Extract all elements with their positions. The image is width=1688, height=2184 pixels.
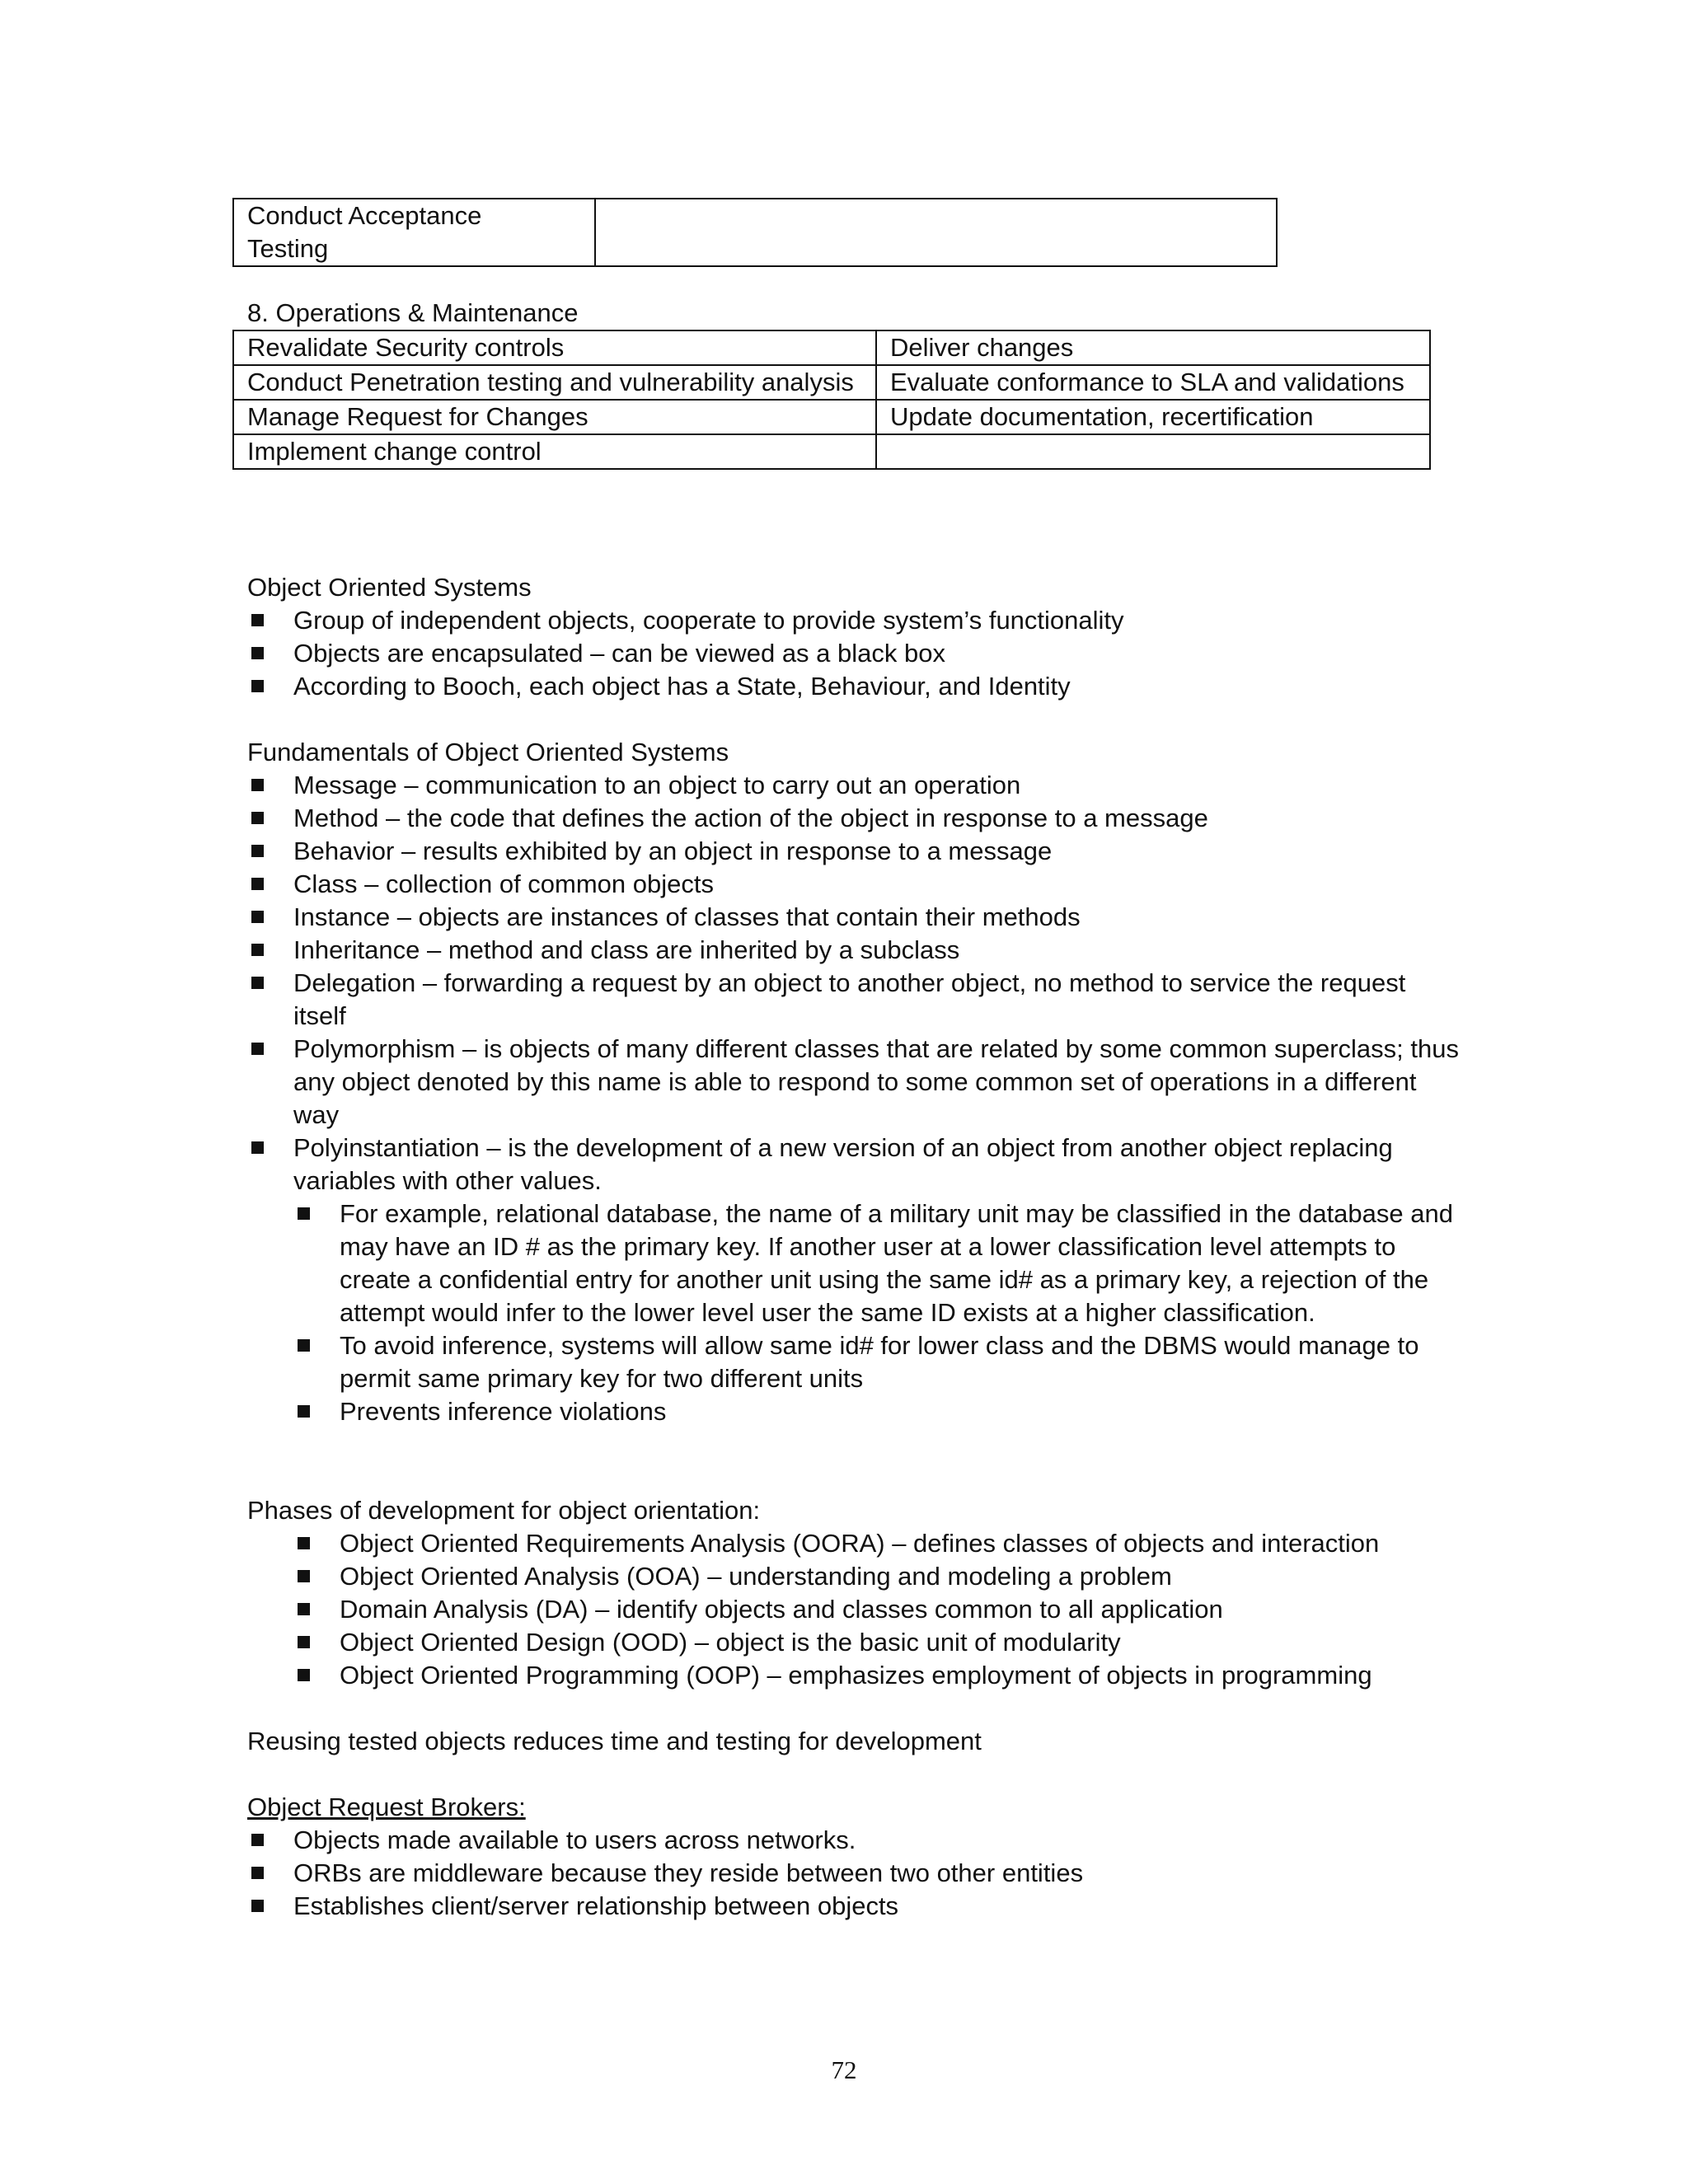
polyinstantiation-sub-list	[293, 1197, 1472, 1428]
table-cell: Conduct Penetration testing and vulnerability analysis	[233, 365, 876, 400]
table-cell: Deliver changes	[876, 330, 1430, 365]
list-item-text: Object Oriented Analysis (OOA) – understanding and modeling a problem	[340, 1562, 1172, 1591]
list-item	[293, 1593, 1472, 1626]
oos-list	[247, 604, 1467, 703]
list-item	[247, 1132, 1398, 1197]
bullet-square-icon	[251, 911, 264, 923]
bullet-square-icon	[251, 647, 264, 659]
bullet-square-icon	[251, 845, 264, 857]
list-item	[293, 1527, 1472, 1560]
bullet-square-icon	[251, 1043, 264, 1055]
list-item	[247, 802, 1467, 835]
list-item-text: Message – communication to an object to carry out an operation	[293, 771, 1021, 799]
bullet-square-icon	[298, 1636, 310, 1648]
list-item	[247, 769, 1467, 802]
bullet-square-icon	[298, 1603, 310, 1615]
list-item-text: Establishes client/server relationship between objects	[293, 1891, 899, 1920]
list-item	[293, 1395, 1472, 1428]
list-item-text: Object Oriented Requirements Analysis (OORA) – defines classes of objects and interaction	[340, 1529, 1380, 1558]
table-cell: Implement change control	[233, 434, 876, 469]
list-item	[247, 934, 1467, 967]
fundamentals-list	[247, 769, 1467, 1197]
table-cell	[595, 199, 1277, 266]
list-item	[293, 1560, 1472, 1593]
list-item	[293, 1659, 1472, 1692]
bullet-square-icon	[251, 812, 264, 824]
orb-list	[247, 1824, 1467, 1923]
list-item	[293, 1197, 1472, 1329]
list-item	[247, 1033, 1467, 1132]
list-item-text: Behavior – results exhibited by an object in response to a message	[293, 837, 1053, 865]
list-item-text: Method – the code that defines the action of the object in response to a message	[293, 804, 1208, 832]
table-cell: Update documentation, recertification	[876, 400, 1430, 434]
bullet-square-icon	[298, 1537, 310, 1549]
bullet-square-icon	[251, 878, 264, 890]
bullet-square-icon	[251, 1867, 264, 1879]
list-item	[247, 604, 1467, 637]
list-item-text: Delegation – forwarding a request by an object to another object, no method to service the request itself	[293, 968, 1406, 1030]
list-item-text: Objects made available to users across networks.	[293, 1825, 856, 1854]
bullet-square-icon	[251, 977, 264, 989]
list-item-text: For example, relational database, the name of a military unit may be classified in the database and may have an ID # as the primary key. If another user at a lower classification level attempts to create a confidential entry for another unit using the same id# as a primary key, a rejection of the attempt would infer to the lower level user the same ID exists at a higher classification.	[340, 1199, 1453, 1327]
list-item	[247, 901, 1467, 934]
table-row	[233, 434, 1430, 469]
bullet-square-icon	[298, 1207, 310, 1220]
bullet-square-icon	[251, 614, 264, 626]
list-item	[293, 1626, 1472, 1659]
table-cell: Revalidate Security controls	[233, 330, 876, 365]
orb-title: Object Request Brokers:	[247, 1793, 526, 1821]
table-cell: Evaluate conformance to SLA and validations	[876, 365, 1430, 400]
table-cell	[876, 434, 1430, 469]
acceptance-table	[232, 198, 1278, 267]
bullet-square-icon	[251, 1834, 264, 1846]
table-cell: Manage Request for Changes	[233, 400, 876, 434]
page-number: 72	[831, 2055, 857, 2084]
bullet-square-icon	[298, 1405, 310, 1418]
list-item	[247, 967, 1431, 1033]
list-item	[247, 1824, 1467, 1857]
list-item-text: Object Oriented Design (OOD) – object is the basic unit of modularity	[340, 1628, 1121, 1657]
bullet-square-icon	[251, 1141, 264, 1154]
bullet-square-icon	[251, 944, 264, 956]
list-item-text: Prevents inference violations	[340, 1397, 667, 1426]
bullet-square-icon	[298, 1570, 310, 1582]
table-row	[233, 199, 1277, 266]
list-item-text: Domain Analysis (DA) – identify objects and classes common to all application	[340, 1595, 1223, 1624]
list-item	[247, 670, 1467, 703]
list-item-text: Polyinstantiation – is the development of a new version of an object from another object replacing variables with other values.	[293, 1133, 1393, 1195]
list-item-text: Object Oriented Programming (OOP) – emphasizes employment of objects in programming	[340, 1661, 1372, 1690]
bullet-square-icon	[298, 1669, 310, 1681]
bullet-square-icon	[251, 779, 264, 791]
cell-text: Conduct Acceptance Testing	[247, 201, 482, 263]
list-item-text: Polymorphism – is objects of many different classes that are related by some common superclass; thus any object denoted by this name is able to respond to some common set of operations in a different way	[293, 1034, 1459, 1129]
reuse-note: Reusing tested objects reduces time and testing for development	[247, 1727, 982, 1755]
phases-list	[293, 1527, 1472, 1692]
bullet-square-icon	[298, 1339, 310, 1352]
list-item	[247, 637, 1467, 670]
table-row	[233, 400, 1430, 434]
list-item-text: Inheritance – method and class are inherited by a subclass	[293, 935, 960, 964]
table-cell	[233, 199, 595, 266]
list-item-text: According to Booch, each object has a State, Behaviour, and Identity	[293, 672, 1071, 701]
list-item	[247, 1857, 1467, 1890]
fundamentals-title: Fundamentals of Object Oriented Systems	[247, 738, 729, 766]
table-row	[233, 365, 1430, 400]
bullet-square-icon	[251, 1900, 264, 1912]
list-item	[247, 835, 1467, 868]
list-item	[247, 868, 1467, 901]
list-item-text: ORBs are middleware because they reside between two other entities	[293, 1858, 1084, 1887]
list-item-text: Instance – objects are instances of classes that contain their methods	[293, 902, 1081, 931]
list-item-text: Objects are encapsulated – can be viewed as a black box	[293, 639, 945, 668]
bullet-square-icon	[251, 680, 264, 692]
list-item	[293, 1329, 1472, 1395]
phases-title: Phases of development for object orientation:	[247, 1496, 761, 1525]
table-row	[233, 330, 1430, 365]
list-item-text: Group of independent objects, cooperate to provide system’s functionality	[293, 606, 1124, 635]
list-item	[247, 1890, 1467, 1923]
list-item-text: To avoid inference, systems will allow same id# for lower class and the DBMS would manage to permit same primary key for two different units	[340, 1331, 1419, 1393]
ops-table	[232, 330, 1431, 470]
list-item-text: Class – collection of common objects	[293, 869, 715, 898]
oos-title: Object Oriented Systems	[247, 573, 532, 602]
ops-title: 8. Operations & Maintenance	[247, 298, 579, 327]
